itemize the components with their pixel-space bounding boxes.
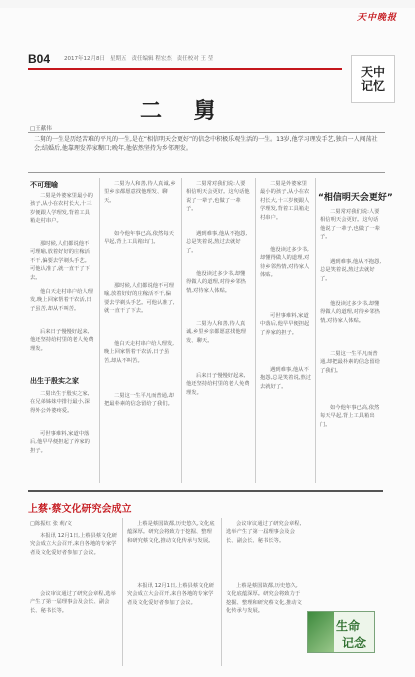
paragraph: 二舅这一生平凡而普通,却把最朴素的信念留给了我们。 — [320, 351, 380, 374]
article-author: □王献伟 — [30, 126, 52, 132]
memorial-logo — [307, 611, 375, 653]
bottom-article-title: 上蔡·蔡文化研究会成立 — [28, 504, 132, 515]
lead-top-rule — [28, 132, 385, 133]
paragraph: 后来日子慢慢好起来,他还坚持给村里的老人免费理发。 — [186, 373, 250, 396]
column-divider — [99, 178, 100, 483]
paragraph: 二舅常对我们说:人要相信明天会更好。这句话他说了一辈子,也做了一辈子。 — [320, 209, 380, 241]
section-heading-2: 出生于殷实之家 — [30, 377, 79, 385]
proofreader: 责任校对 王 莹 — [176, 56, 214, 62]
paragraph: 会议审议通过了研究会章程,选举产生了第一届理事会及会长、副会长、秘书长等。 — [226, 521, 302, 544]
column-badge — [351, 55, 395, 103]
paragraph: 上蔡是蔡国故都,历史悠久,文化底蕴深厚。研究会将致力于挖掘、整理和研究蔡文化,推动文化传承与发展。 — [127, 521, 215, 544]
weekday: 星期五 — [110, 56, 127, 62]
paragraph: 二舅是外婆家里最小的孩子,从小在农村长大,十三岁便跟人学理发,背着工具箱走村串户。 — [260, 181, 310, 221]
column-divider — [255, 178, 256, 483]
paragraph: 会议审议通过了研究会章程,选举产生了第一届理事会及会长、副会长、秘书长等。 — [30, 591, 116, 614]
paragraph: 那时候,人们都说他不可理喻,放着好好的庄稼活不干,偏要去学剃头手艺。可他认准了,就一直干了下去。 — [104, 283, 175, 315]
brand-logo: 天中晚报 — [356, 13, 397, 23]
article-title: 二 舅 — [140, 98, 228, 124]
paragraph: 他白天走村串户给人理发,晚上回家帮着干农活,日子虽苦,却从不叫苦。 — [104, 341, 174, 364]
issue-date: 2017年12月8日 — [64, 56, 105, 62]
column-name-line-1: 天中 — [360, 65, 385, 79]
paragraph: 遇到难事,他从不抱怨,总是笑着说,熬过去就好了。 — [260, 367, 312, 390]
article-lead: 二舅的一生是历经苦难的平凡的一生,是在“相信明天会更好”的信念中积极乐观生活的一生。13岁,他学习理发手艺,独自一人闯荡社会;结婚后,他靠理发养家糊口;晚年,他依然坚持为乡邻理发。 — [34, 136, 378, 152]
paragraph: 二舅是外婆家里最小的孩子,从小在农村长大,十三岁便跟人学理发,背着工具箱走村串户。 — [30, 193, 93, 225]
header-rule — [28, 68, 342, 70]
editor: 责任编辑 程宏杰 — [131, 56, 172, 62]
page-info — [64, 54, 213, 62]
page-number: B04 — [28, 52, 51, 66]
bottom-article-author: □陈振红 张 莉/文 — [30, 521, 72, 527]
section-heading-3: “相信明天会更好” — [318, 193, 393, 203]
paragraph: 可世事难料,家道中落后,他早早便担起了养家的担子。 — [30, 431, 90, 454]
top-strip — [0, 0, 415, 8]
paragraph: 后来日子慢慢好起来,他还坚持给村里的老人免费理发。 — [30, 329, 94, 352]
paragraph: 遇到难事,他从不抱怨,总是笑着说,熬过去就好了。 — [320, 259, 382, 282]
section-divider — [28, 490, 383, 492]
paragraph: 二舅常对我们说:人要相信明天会更好。这句话他说了一辈子,也做了一辈子。 — [186, 181, 250, 213]
paragraph: 二舅出生于殷实之家,在兄弟姊妹中排行最小,深得外公外婆疼爱。 — [30, 391, 90, 414]
section-heading-1: 不可理喻 — [30, 181, 58, 189]
lead-bottom-rule — [28, 172, 385, 173]
memorial-word-1: 生命 — [336, 619, 361, 633]
paragraph: 本报讯 12月1日,上蔡县蔡文化研究会成立大会召开,来自各地的专家学者及文化爱好者参加了会议。 — [127, 583, 215, 606]
memorial-word-2: 记念 — [342, 636, 367, 650]
paragraph: 他没读过多少书,却懂得做人的道理,对待乡邻热情,对待家人体贴。 — [186, 271, 246, 294]
paragraph: 可世事难料,家道中落后,他早早便担起了养家的担子。 — [260, 313, 310, 336]
paragraph: 他没读过多少书,却懂得做人的道理,对待乡邻热情,对待家人体贴。 — [260, 247, 310, 279]
paragraph: 二舅为人和善,待人真诚,乡里乡亲都愿意找他理发、聊天。 — [104, 181, 176, 204]
paragraph: 二舅这一生平凡而普通,却把最朴素的信念留给了我们。 — [104, 393, 174, 408]
column-divider — [181, 178, 182, 483]
column-divider — [221, 518, 222, 666]
paragraph: 上蔡是蔡国故都,历史悠久,文化底蕴深厚。研究会将致力于挖掘、整理和研究蔡文化,推动文化传承与发展。 — [226, 583, 302, 615]
paragraph: 那时候,人们都说他不可理喻,放着好好的庄稼活不干,偏要去学剃头手艺。可他认准了,就一直干了下去。 — [30, 241, 90, 281]
leaf-icon — [308, 612, 334, 653]
paragraph: 如今他年事已高,依然每天早起,背上工具箱出门。 — [320, 405, 380, 428]
paragraph: 如今他年事已高,依然每天早起,背上工具箱出门。 — [104, 231, 174, 246]
paragraph: 遇到难事,他从不抱怨,总是笑着说,熬过去就好了。 — [186, 231, 248, 254]
column-name-line-2: 记忆 — [360, 79, 385, 93]
column-divider — [315, 178, 316, 483]
paragraph: 本报讯 12月1日,上蔡县蔡文化研究会成立大会召开,来自各地的专家学者及文化爱好者参加了会议。 — [30, 533, 118, 556]
paragraph: 二舅为人和善,待人真诚,乡里乡亲都愿意找他理发、聊天。 — [186, 321, 246, 344]
paragraph: 他没读过多少书,却懂得做人的道理,对待乡邻热情,对待家人体贴。 — [320, 301, 380, 324]
paragraph: 他白天走村串户给人理发,晚上回家帮着干农活,日子虽苦,却从不叫苦。 — [30, 289, 93, 312]
column-divider — [122, 518, 123, 666]
